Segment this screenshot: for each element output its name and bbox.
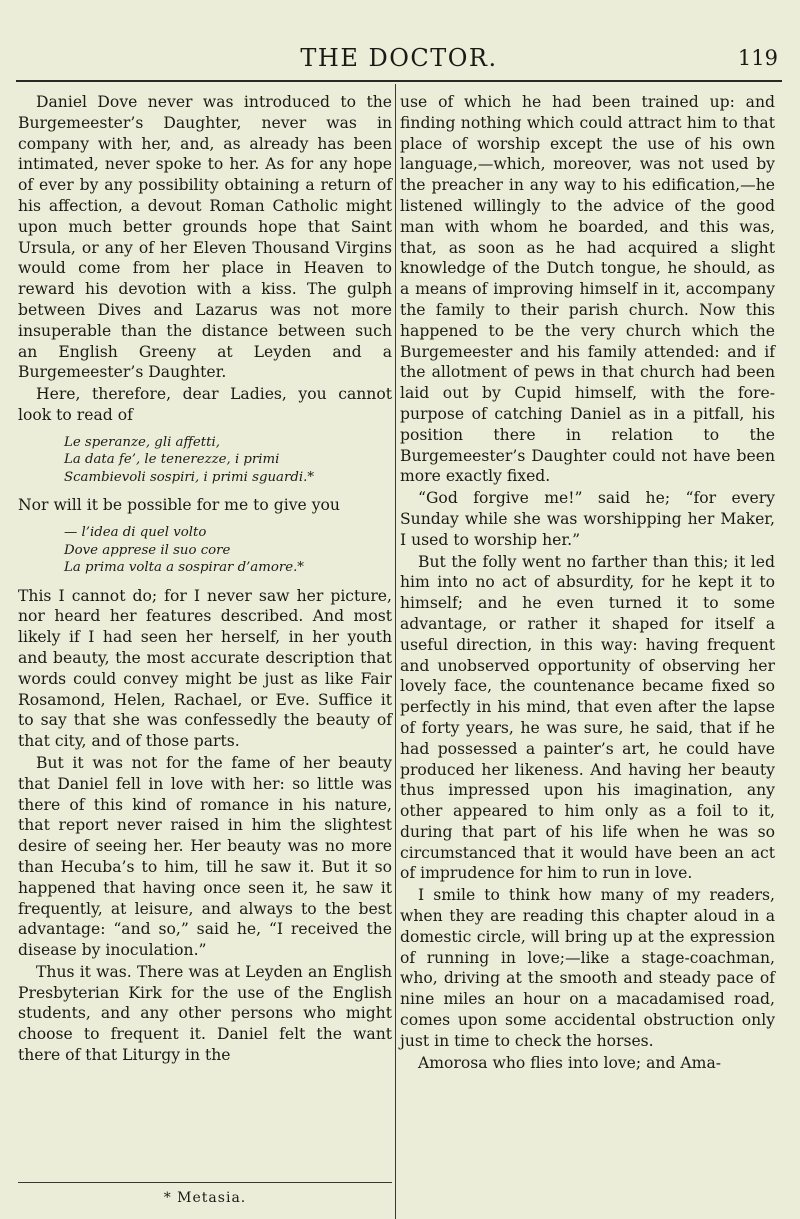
- paragraph: Nor will it be possible for me to give you: [18, 496, 340, 515]
- page-header: [16, 38, 782, 82]
- verse-quote: [64, 524, 392, 577]
- verse-line: La data fe’, le tenerezze, i primi: [64, 452, 280, 468]
- right-column: [400, 92, 775, 1073]
- page-number: 119: [737, 46, 778, 70]
- footnote: * Metasia.: [163, 1190, 247, 1206]
- verse-line: Scambievoli sospiri, i primi sguardi.*: [64, 469, 314, 485]
- paragraph: But the folly went no farther than this; it led him into no act of absurdity, for he kept it to himself; and he even turned it to some advantage, or rather it shaped for itself a useful direction, in this way: having frequent and unobserved opportunity of observing her lovely face, the countenance became fixed so perfectly in his mind, that even after the lapse of forty years, he was sure, he said, that if he had possessed a painter’s art, he could have produced her likeness. And having her beauty thus impressed upon his imagination, any other appeared to him only as a foil to it, during that part of his life when he was so circumstanced that it would have been an act of imprudence for him to run in love.: [400, 552, 775, 883]
- paragraph: I smile to think how many of my readers, when they are reading this chapter aloud in a domestic circle, will bring up at the expression of running in love;—like a stage-coachman, who, driving at the smooth and steady pace of nine miles an hour on a macadamised road, comes upon some accidental obstruction only just in time to check the horses.: [400, 886, 775, 1050]
- verse-line: Dove apprese il suo core: [64, 542, 231, 558]
- paragraph: “God forgive me!” said he; “for every Sunday while she was worshipping her Maker, I used to worship her.”: [400, 489, 775, 549]
- paragraph: Daniel Dove never was introduced to the Burgemeester’s Daughter, never was in company with her, and, as already has been intimated, never spoke to her. As for any hope of ever by any possibility obtaining a return of his affection, a devout Roman Catholic might upon much better grounds hope that Saint Ursula, or any of her Eleven Thousand Virgins would come from her place in Heaven to reward his devotion with a kiss. The gulph between Dives and Lazarus was not more insuperable than the distance between such an English Greeny at Leyden and a Burgemeester’s Daughter.: [18, 93, 392, 382]
- paragraph: use of which he had been trained up: and finding nothing which could attract him to that place of worship except the use of his own language,—which, moreover, was not used by the preacher in any way to his edification,—he listened willingly to the advice of the good man with whom he boarded, and this was, that, as soon as he had acquired a slight knowledge of the Dutch tongue, he should, as a means of improving himself in it, accompany the family to their parish church. Now this happened to be the very church which the Burgemeester and his family attended: and if the allotment of pews in that church had been laid out by Cupid himself, with the fore-purpose of catching Daniel as in a pitfall, his position there in relation to the Burgemeester’s Daughter could not have been more exactly fixed.: [400, 93, 775, 486]
- verse-quote: [64, 434, 392, 487]
- column-divider: [395, 84, 396, 1219]
- verse-line: Le speranze, gli affetti,: [64, 434, 220, 450]
- paragraph: Here, therefore, dear Ladies, you cannot look to read of: [18, 385, 392, 424]
- footnote-rule: [18, 1182, 392, 1183]
- running-title: THE DOCTOR.: [300, 44, 498, 72]
- verse-line: — l’idea di quel volto: [64, 525, 207, 541]
- left-column: [18, 92, 392, 1066]
- paragraph: This I cannot do; for I never saw her picture, nor heard her features described. And most likely if I had seen her herself, in her youth and beauty, the most accurate description that words could convey might be just as like Fair Rosamond, Helen, Rachael, or Eve. Suffice it to say that she was confessedly the beauty of that city, and of those parts.: [18, 586, 392, 751]
- paragraph: Thus it was. There was at Leyden an English Presbyterian Kirk for the use of the English students, and any other persons who might choose to frequent it. Daniel felt the want there of that Liturgy in the: [18, 962, 392, 1065]
- paragraph: But it was not for the fame of her beauty that Daniel fell in love with her: so little was there of this kind of romance in his nature, that report never raised in him the slightest desire of seeing her. Her beauty was no more than Hecuba’s to him, till he saw it. But it so happened that having once seen it, he saw it frequently, at leisure, and always to the best advantage: “and so,” said he, “I received the disease by inoculation.”: [18, 753, 392, 960]
- paragraph: Amorosa who flies into love; and Ama-: [418, 1053, 722, 1072]
- verse-line: La prima volta a sospirar d’amore.*: [64, 560, 304, 576]
